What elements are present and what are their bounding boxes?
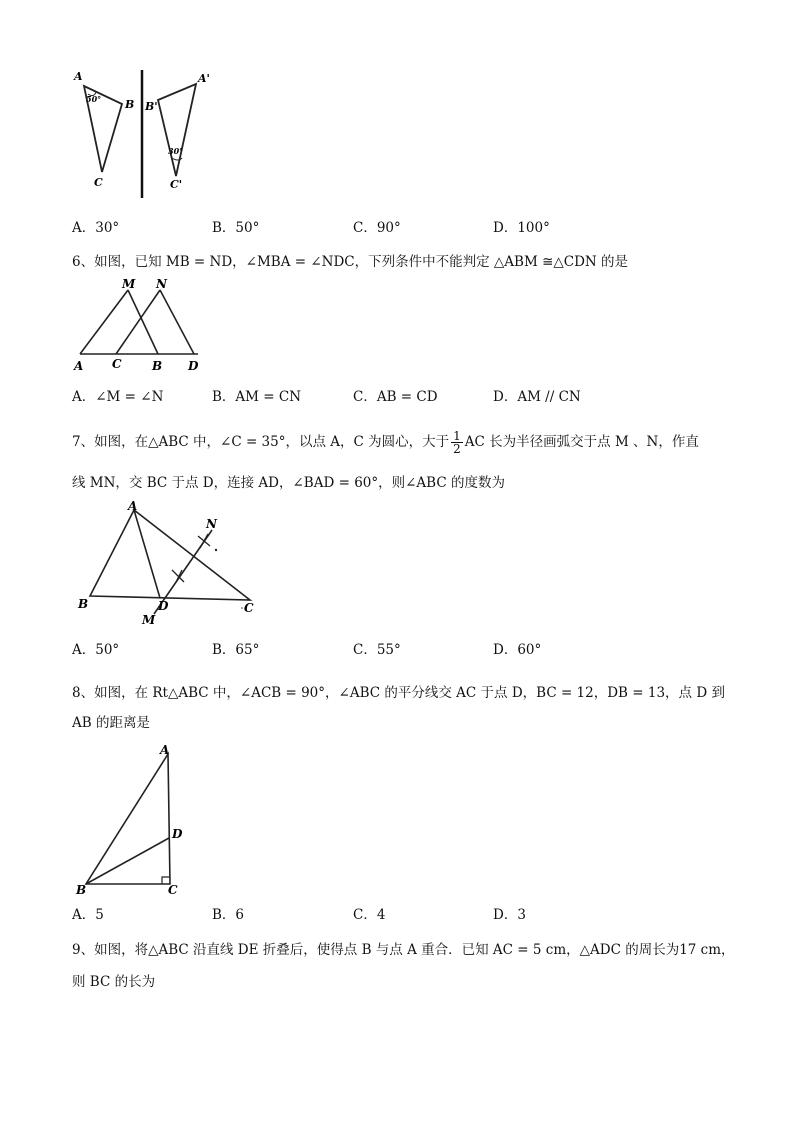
- q5-option-a[interactable]: A．30°: [72, 220, 120, 236]
- q6-label-c: C: [112, 357, 122, 371]
- q5-label-c-prime: C': [170, 178, 183, 191]
- q7-label-b: B: [78, 597, 89, 611]
- q5-angle-left: 50°: [86, 94, 102, 104]
- q7-label-d: D: [158, 599, 169, 613]
- q8-stem-line2: AB 的距离是: [72, 715, 150, 731]
- q6-option-b[interactable]: B．AM = CN: [212, 389, 302, 405]
- q5-label-c: C: [94, 176, 103, 189]
- q8-figure: [72, 740, 202, 900]
- q5-option-d[interactable]: D．100°: [493, 220, 550, 236]
- q8-stem-line1: 8、如图，在 Rt△ABC 中，∠ACB = 90°，∠ABC 的平分线交 AC 于点 D，BC = 12，DB = 13，点 D 到: [72, 685, 725, 701]
- q9-stem-line2: 则 BC 的长为: [72, 974, 156, 990]
- q5-figure: [70, 66, 220, 200]
- q6-label-d: D: [188, 359, 199, 373]
- q8-label-a: A: [160, 743, 170, 757]
- q5-label-a-prime: A': [198, 72, 210, 85]
- q8-label-d: D: [172, 827, 183, 841]
- q6-option-c[interactable]: C．AB = CD: [353, 389, 438, 405]
- q7-stem-line1: [72, 430, 699, 455]
- q6-stem: 6、如图，已知 MB = ND，∠MBA = ∠NDC，下列条件中不能判定 △ABM ≅△CDN 的是: [72, 254, 629, 270]
- q7-fraction: [451, 430, 463, 455]
- q7-label-c: C: [244, 601, 254, 615]
- q7-option-c[interactable]: C．55°: [353, 642, 401, 658]
- q5-label-b-prime: B': [145, 100, 158, 113]
- q7-label-a: A: [128, 500, 138, 513]
- q6-option-a[interactable]: A．∠M = ∠N: [72, 389, 164, 405]
- q5-angle-right: 30°: [168, 146, 184, 156]
- q8-option-a[interactable]: A．5: [72, 907, 104, 923]
- q9-stem-line1: 9、如图，将△ABC 沿直线 DE 折叠后，使得点 B 与点 A 重合．已知 AC = 5 cm，△ADC 的周长为17 cm，: [72, 942, 735, 958]
- q8-option-b[interactable]: B．6: [212, 907, 245, 923]
- q6-option-d[interactable]: D．AM // CN: [493, 389, 581, 405]
- q6-label-b: B: [152, 359, 163, 373]
- q5-option-b[interactable]: B．50°: [212, 220, 260, 236]
- q7-option-b[interactable]: B．65°: [212, 642, 260, 658]
- q8-option-d[interactable]: D．3: [493, 907, 526, 923]
- q6-label-a: A: [74, 359, 84, 373]
- q7-label-m: M: [142, 613, 156, 627]
- q7-stem-line2: 线 MN，交 BC 于点 D，连接 AD，∠BAD = 60°，则∠ABC 的度数为: [72, 475, 505, 491]
- q7-stem-part2: AC 长为半径画弧交于点 M 、N，作直: [464, 434, 699, 450]
- q6-figure: [70, 276, 220, 374]
- q7-option-a[interactable]: A．50°: [72, 642, 120, 658]
- q7-frac-den: 2: [453, 442, 461, 456]
- q8-label-b: B: [76, 883, 87, 897]
- q5-option-c[interactable]: C．90°: [353, 220, 401, 236]
- q7-frac-num: 1: [453, 429, 461, 443]
- q7-figure: [72, 500, 262, 628]
- q8-label-c: C: [168, 883, 178, 897]
- q5-label-b: B: [125, 98, 135, 111]
- q6-label-n: N: [156, 277, 167, 291]
- q5-label-a: A: [74, 70, 83, 83]
- q7-stem-part1: 7、如图，在△ABC 中，∠C = 35°，以点 A，C 为圆心，大于: [72, 434, 450, 450]
- q8-option-c[interactable]: C．4: [353, 907, 386, 923]
- q5-triangle-right: [158, 84, 196, 176]
- q6-label-m: M: [122, 277, 136, 291]
- q7-option-d[interactable]: D．60°: [493, 642, 542, 658]
- q7-label-n: N: [206, 517, 217, 531]
